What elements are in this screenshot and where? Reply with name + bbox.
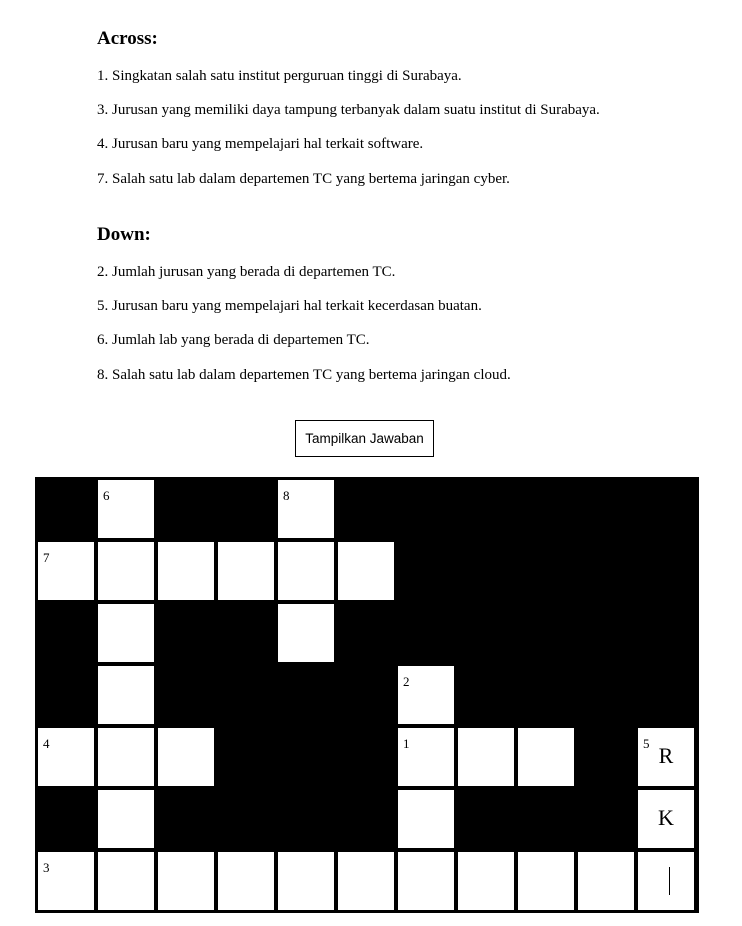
crossword-block: [636, 478, 696, 540]
crossword-block: [276, 664, 336, 726]
crossword-cell[interactable]: [156, 540, 216, 602]
crossword-block: [456, 540, 516, 602]
crossword-cell[interactable]: [96, 850, 156, 912]
crossword-cell[interactable]: [36, 726, 96, 788]
crossword-cell[interactable]: [516, 850, 576, 912]
crossword-cell[interactable]: [276, 540, 336, 602]
crossword-block: [516, 602, 576, 664]
crossword-block: [36, 788, 96, 850]
crossword-grid: [35, 477, 699, 913]
crossword-block: [36, 664, 96, 726]
across-clue-7: 7. Salah satu lab dalam departemen TC yang bertema jaringan cyber.: [97, 171, 510, 187]
crossword-block: [336, 726, 396, 788]
crossword-block: [156, 478, 216, 540]
crossword-block: [396, 540, 456, 602]
crossword-block: [276, 788, 336, 850]
crossword-block: [576, 664, 636, 726]
crossword-cell[interactable]: [96, 726, 156, 788]
crossword-block: [516, 540, 576, 602]
crossword-cell[interactable]: [96, 540, 156, 602]
across-clue-1: 1. Singkatan salah satu institut perguruan tinggi di Surabaya.: [97, 68, 462, 84]
crossword-cell[interactable]: [636, 788, 696, 850]
show-answers-button[interactable]: Tampilkan Jawaban: [295, 420, 434, 457]
crossword-block: [456, 664, 516, 726]
clue-number: 7: [43, 550, 50, 565]
crossword-block: [156, 602, 216, 664]
crossword-block: [636, 602, 696, 664]
crossword-block: [156, 788, 216, 850]
crossword-block: [276, 726, 336, 788]
clue-number: 2: [403, 674, 410, 689]
text-caret: [669, 867, 670, 895]
crossword-block: [216, 788, 276, 850]
across-clue-3: 3. Jurusan yang memiliki daya tampung terbanyak dalam suatu institut di Surabaya.: [97, 102, 600, 118]
crossword-cell[interactable]: [636, 850, 696, 912]
crossword-block: [576, 540, 636, 602]
clue-number: 8: [283, 488, 290, 503]
crossword-block: [216, 478, 276, 540]
crossword-cell[interactable]: [96, 602, 156, 664]
crossword-cell[interactable]: [96, 788, 156, 850]
cell-letter: R: [658, 743, 674, 768]
crossword-block: [456, 602, 516, 664]
cell-letter: K: [658, 805, 674, 830]
clue-number: 4: [43, 736, 50, 751]
crossword-block: [516, 478, 576, 540]
crossword-block: [336, 478, 396, 540]
crossword-cell[interactable]: [576, 850, 636, 912]
down-heading: Down:: [97, 224, 151, 245]
crossword-block: [216, 602, 276, 664]
crossword-cell[interactable]: [516, 726, 576, 788]
crossword-block: [636, 664, 696, 726]
down-clue-8: 8. Salah satu lab dalam departemen TC yang bertema jaringan cloud.: [97, 367, 511, 383]
clue-number: 3: [43, 860, 50, 875]
crossword-block: [336, 602, 396, 664]
crossword-cell[interactable]: [276, 602, 336, 664]
crossword-block: [36, 478, 96, 540]
crossword-block: [216, 726, 276, 788]
down-clue-2: 2. Jumlah jurusan yang berada di departemen TC.: [97, 264, 396, 280]
crossword-cell[interactable]: [336, 540, 396, 602]
crossword-cell[interactable]: [156, 726, 216, 788]
down-clue-6: 6. Jumlah lab yang berada di departemen TC.: [97, 332, 370, 348]
crossword-block: [576, 726, 636, 788]
crossword-block: [516, 664, 576, 726]
crossword-block: [456, 478, 516, 540]
crossword-block: [456, 788, 516, 850]
crossword-cell[interactable]: [636, 726, 696, 788]
crossword-block: [576, 478, 636, 540]
crossword-cell[interactable]: [216, 540, 276, 602]
crossword-cell[interactable]: [96, 478, 156, 540]
crossword-block: [396, 602, 456, 664]
crossword-block: [396, 478, 456, 540]
crossword-block: [636, 540, 696, 602]
crossword-cell[interactable]: [276, 478, 336, 540]
down-clue-5: 5. Jurusan baru yang mempelajari hal terkait kecerdasan buatan.: [97, 298, 482, 314]
crossword-cell[interactable]: [36, 540, 96, 602]
crossword-block: [216, 664, 276, 726]
crossword-block: [576, 788, 636, 850]
crossword-cell[interactable]: [396, 664, 456, 726]
crossword-cell[interactable]: [396, 788, 456, 850]
clue-number: 1: [403, 736, 410, 751]
crossword-cell[interactable]: [96, 664, 156, 726]
crossword-block: [576, 602, 636, 664]
crossword-cell[interactable]: [396, 850, 456, 912]
crossword-cell[interactable]: [336, 850, 396, 912]
crossword-cell[interactable]: [216, 850, 276, 912]
clue-number: 5: [643, 736, 650, 751]
crossword-block: [336, 664, 396, 726]
crossword-cell[interactable]: [456, 850, 516, 912]
crossword-cell[interactable]: [156, 850, 216, 912]
crossword-cell[interactable]: [36, 850, 96, 912]
crossword-block: [156, 664, 216, 726]
crossword-block: [336, 788, 396, 850]
across-clue-4: 4. Jurusan baru yang mempelajari hal terkait software.: [97, 136, 424, 152]
across-heading: Across:: [97, 28, 158, 49]
crossword-cell[interactable]: [396, 726, 456, 788]
crossword-cell[interactable]: [276, 850, 336, 912]
clue-number: 6: [103, 488, 110, 503]
crossword-block: [516, 788, 576, 850]
crossword-block: [36, 602, 96, 664]
crossword-cell[interactable]: [456, 726, 516, 788]
